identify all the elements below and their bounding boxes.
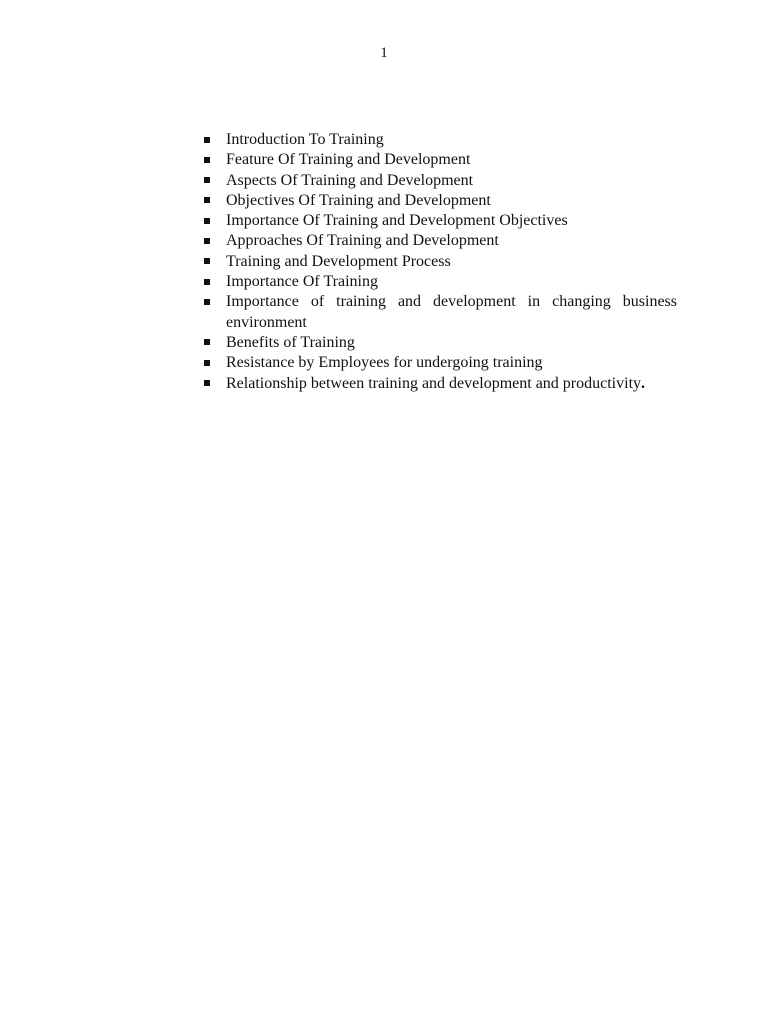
list-item [204,292,677,333]
list-item-text: Importance of training and development in changing business environment [226,293,677,331]
square-bullet-icon [204,177,210,183]
square-bullet-icon [204,137,210,143]
square-bullet-icon [204,218,210,224]
final-period: . [641,374,646,392]
list-item [204,231,677,251]
list-item-text: Aspects Of Training and Development [226,171,474,189]
list-item-text: Training and Development Process [226,252,451,270]
square-bullet-icon [204,197,210,203]
list-item-text: Resistance by Employees for undergoing training [226,354,543,372]
list-item [204,374,677,394]
list-item [204,211,677,231]
topic-list [204,130,677,394]
page-number: 1 [380,45,388,61]
list-item-text: Objectives Of Training and Development [226,191,491,209]
list-item-text: Benefits of Training [226,333,355,351]
square-bullet-icon [204,299,210,305]
list-item-text: Importance Of Training [226,273,378,291]
list-item-text: Importance Of Training and Development Objectives [226,212,568,230]
list-item [204,333,677,353]
square-bullet-icon [204,380,210,386]
list-item [204,353,677,373]
square-bullet-icon [204,157,210,163]
square-bullet-icon [204,258,210,264]
square-bullet-icon [204,279,210,285]
list-item-text: Introduction To Training [226,131,384,148]
list-item [204,150,677,170]
square-bullet-icon [204,238,210,244]
square-bullet-icon [204,360,210,366]
square-bullet-icon [204,339,210,345]
list-item-text: Relationship between training and development and productivity [226,374,642,392]
list-item-text: Approaches Of Training and Development [226,232,499,250]
list-item [204,191,677,211]
list-item-text: Feature Of Training and Development [226,151,471,169]
list-item [204,252,677,272]
list-item [204,171,677,191]
list-item [204,272,677,292]
list-item [204,130,677,150]
